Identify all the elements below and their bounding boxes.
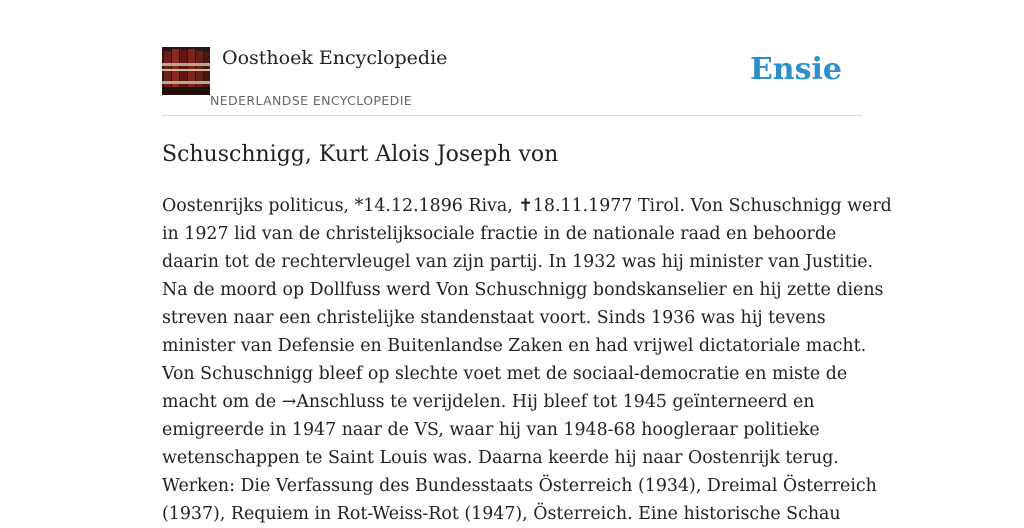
article-body	[162, 192, 892, 528]
header-divider	[162, 115, 862, 116]
site-name[interactable]: Oosthoek Encyclopedie	[222, 47, 448, 69]
body-line: daarin tot de rechtervleugel van zijn partij. In 1932 was hij minister van Justitie.	[162, 252, 874, 272]
site-tagline: NEDERLANDSE ENCYCLOPEDIE	[210, 93, 413, 108]
body-line: (1937), Requiem in Rot-Weiss-Rot (1947), Österreich. Eine historische Schau	[162, 504, 841, 524]
avatar-image	[162, 47, 210, 95]
anschluss-link[interactable]: →Anschluss	[281, 392, 385, 412]
body-line: Na de moord op Dollfuss werd Von Schuschnigg bondskanselier en hij zette diens	[162, 280, 884, 300]
body-line: emigreerde in 1947 naar de VS, waar hij van 1948-68 hoogleraar politieke	[162, 420, 820, 440]
body-line: streven naar een christelijke standenstaat voort. Sinds 1936 was hij tevens	[162, 308, 826, 328]
body-line: Werken: Die Verfassung des Bundesstaats Österreich (1934), Dreimal Österreich	[162, 476, 877, 496]
book-spines-icon[interactable]	[162, 47, 210, 95]
body-line: minister van Defensie en Buitenlandse Zaken en had vrijwel dictatoriale macht.	[162, 336, 867, 356]
body-line: Von Schuschnigg bleef op slechte voet met de sociaal-democratie en miste de	[162, 364, 848, 384]
body-text-fragment: macht om de	[162, 392, 282, 412]
brand-logo-link[interactable]: Ensie	[749, 52, 842, 87]
body-line: wetenschappen te Saint Louis was. Daarna keerde hij naar Oostenrijk terug.	[162, 448, 839, 468]
article-title: Schuschnigg, Kurt Alois Joseph von	[162, 142, 559, 167]
body-line: Oostenrijks politicus, *14.12.1896 Riva, ✝18.11.1977 Tirol. Von Schuschnigg werd	[162, 196, 892, 216]
site-header	[162, 46, 862, 116]
body-text-fragment: te verijdelen. Hij bleef tot 1945 geïnterneerd en	[384, 392, 815, 412]
body-line	[162, 388, 862, 416]
body-line: in 1927 lid van de christelijksociale fractie in de nationale raad en behoorde	[162, 224, 837, 244]
